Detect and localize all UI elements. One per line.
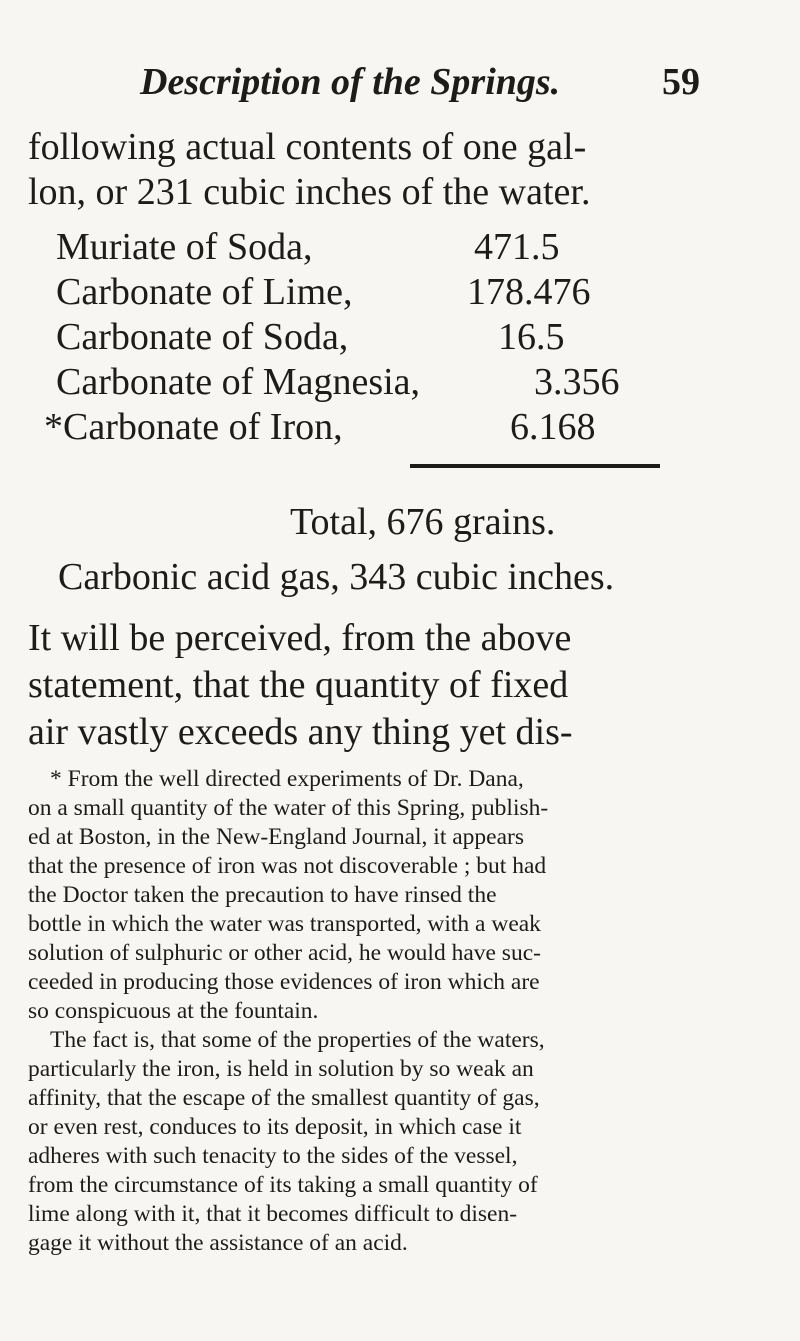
total-line: Total, 676 grains. (290, 501, 556, 543)
footnote-line: so conspicuous at the fountain. (28, 998, 319, 1024)
substance-value: 16.5 (498, 316, 565, 358)
footnote-line: * From the well directed experiments of Dr. Dana, (50, 766, 524, 792)
footnote-line: that the presence of iron was not discoverable ; but had (28, 853, 547, 879)
substance-value: 178.476 (467, 271, 591, 313)
footnote-line: ed at Boston, in the New-England Journal, it appears (28, 824, 524, 850)
footnote-line: gage it without the assistance of an acid. (28, 1230, 408, 1256)
footnote-line: the Doctor taken the precaution to have rinsed the (28, 882, 497, 908)
footnote-line: ceeded in producing those evidences of iron which are (28, 969, 540, 995)
contents-row (28, 315, 768, 359)
carbonic-gas-line: Carbonic acid gas, 343 cubic inches. (58, 556, 615, 598)
footnote-line: lime along with it, that it becomes difficult to disen- (28, 1201, 518, 1227)
substance-value: 3.356 (534, 361, 620, 403)
substance-name: Carbonate of Lime, (56, 271, 353, 313)
intro-line: lon, or 231 cubic inches of the water. (28, 171, 591, 213)
substance-value: 471.5 (474, 226, 560, 268)
footnote-line: or even rest, conduces to its deposit, in which case it (28, 1114, 522, 1140)
intro-line: following actual contents of one gal- (28, 126, 587, 168)
substance-value: 6.168 (510, 406, 596, 448)
footnote-line: adheres with such tenacity to the sides of the vessel, (28, 1143, 518, 1169)
substance-name: Carbonate of Magnesia, (56, 361, 421, 403)
contents-row (28, 270, 768, 314)
contents-row (28, 360, 768, 404)
footnote-line: from the circumstance of its taking a small quantity of (28, 1172, 538, 1198)
substance-name: Muriate of Soda, (56, 226, 313, 268)
contents-row (28, 405, 768, 449)
running-head-title: Description of the Springs. (140, 61, 561, 103)
footnote-line: solution of sulphuric or other acid, he would have suc- (28, 940, 541, 966)
footnote-line: bottle in which the water was transported, with a weak (28, 911, 541, 937)
running-head (140, 60, 700, 110)
sum-rule (410, 464, 660, 468)
page-number: 59 (662, 61, 700, 103)
substance-name: Carbonate of Soda, (56, 316, 349, 358)
body-line: It will be perceived, from the above (28, 617, 572, 659)
footnote-line: affinity, that the escape of the smallest quantity of gas, (28, 1085, 540, 1111)
footnote-line: The fact is, that some of the properties of the waters, (50, 1027, 545, 1053)
body-line: air vastly exceeds any thing yet dis- (28, 711, 573, 753)
footnote-line: particularly the iron, is held in solution by so weak an (28, 1056, 534, 1082)
footnote-line: on a small quantity of the water of this Spring, publish- (28, 795, 549, 821)
substance-name: *Carbonate of Iron, (44, 406, 343, 448)
body-line: statement, that the quantity of fixed (28, 664, 569, 706)
contents-row (28, 225, 768, 269)
